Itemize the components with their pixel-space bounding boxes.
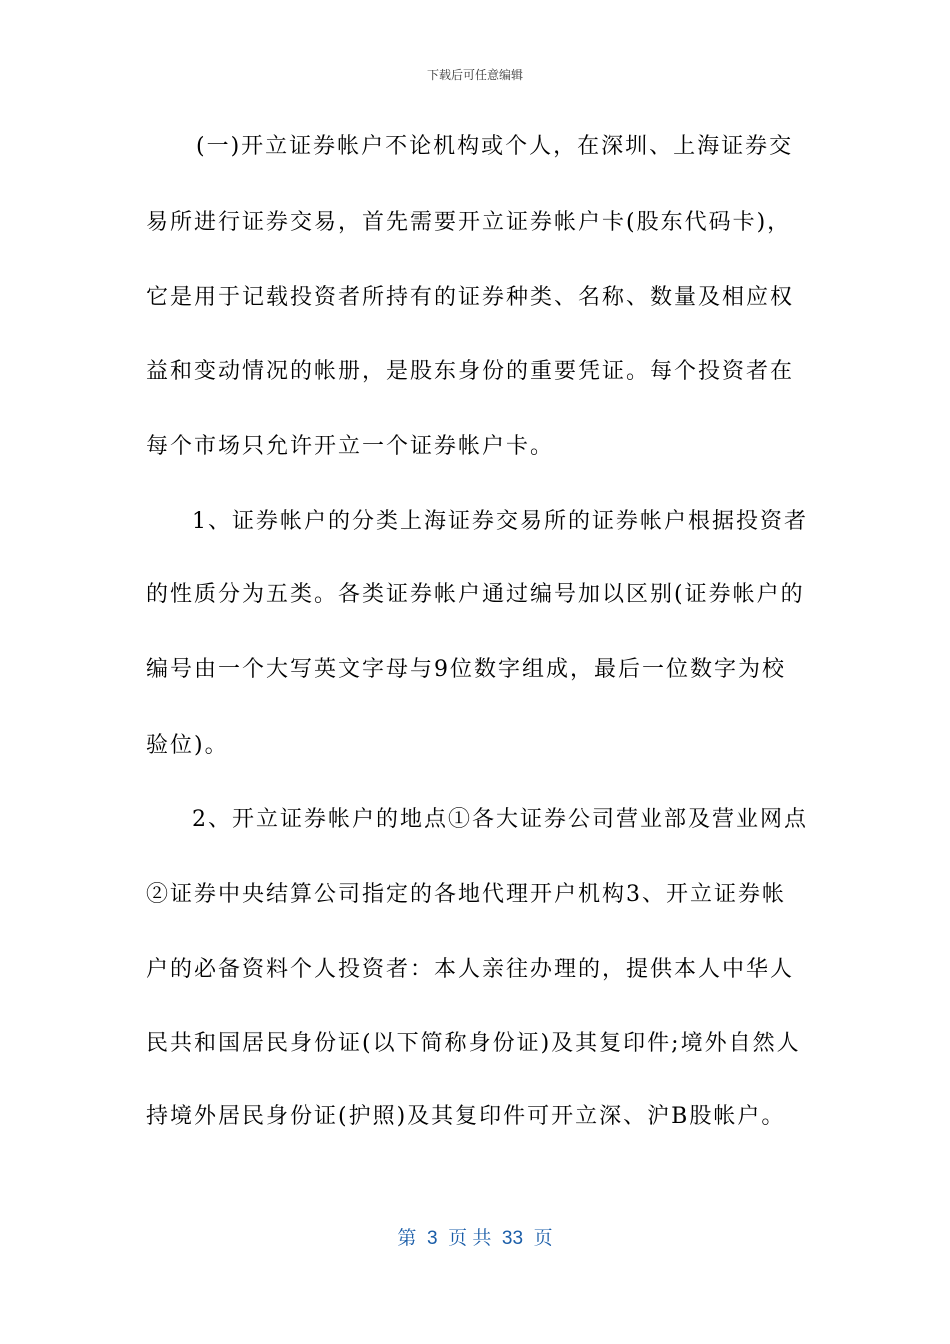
paragraph-line: (一)开立证券帐户不论机构或个人，在深圳、上海证券交	[196, 134, 794, 159]
paragraph-line: 易所进行证券交易，首先需要开立证券帐户卡(股东代码卡)，	[146, 210, 792, 235]
paragraph-line: 持境外居民身份证(护照)及其复印件可开立深、沪B股帐户。	[146, 1104, 786, 1129]
paragraph-line: 的性质分为五类。各类证券帐户通过编号加以区别(证券帐户的	[146, 582, 805, 607]
page-number: 第 3 页 共 33 页	[397, 1228, 553, 1249]
paragraph-line: 2、开立证券帐户的地点①各大证券公司营业部及营业网点	[192, 807, 808, 832]
paragraph-line: 每个市场只允许开立一个证券帐户卡。	[146, 434, 555, 459]
paragraph-line: 户的必备资料个人投资者：本人亲往办理的，提供本人中华人	[146, 957, 795, 982]
paragraph-line: 编号由一个大写英文字母与9位数字组成，最后一位数字为校	[146, 657, 786, 682]
paragraph-line: 它是用于记载投资者所持有的证券种类、名称、数量及相应权	[146, 285, 795, 310]
paragraph-line: 民共和国居民身份证(以下简称身份证)及其复印件;境外自然人	[146, 1031, 801, 1056]
paragraph-line: 益和变动情况的帐册，是股东身份的重要凭证。每个投资者在	[146, 359, 795, 384]
paragraph-line: 验位)。	[146, 733, 229, 758]
paragraph-line: ②证券中央结算公司指定的各地代理开户机构3、开立证券帐	[146, 882, 786, 907]
header-note: 下载后可任意编辑	[426, 68, 523, 82]
paragraph-line: 1、证券帐户的分类上海证券交易所的证券帐户根据投资者	[192, 509, 808, 534]
